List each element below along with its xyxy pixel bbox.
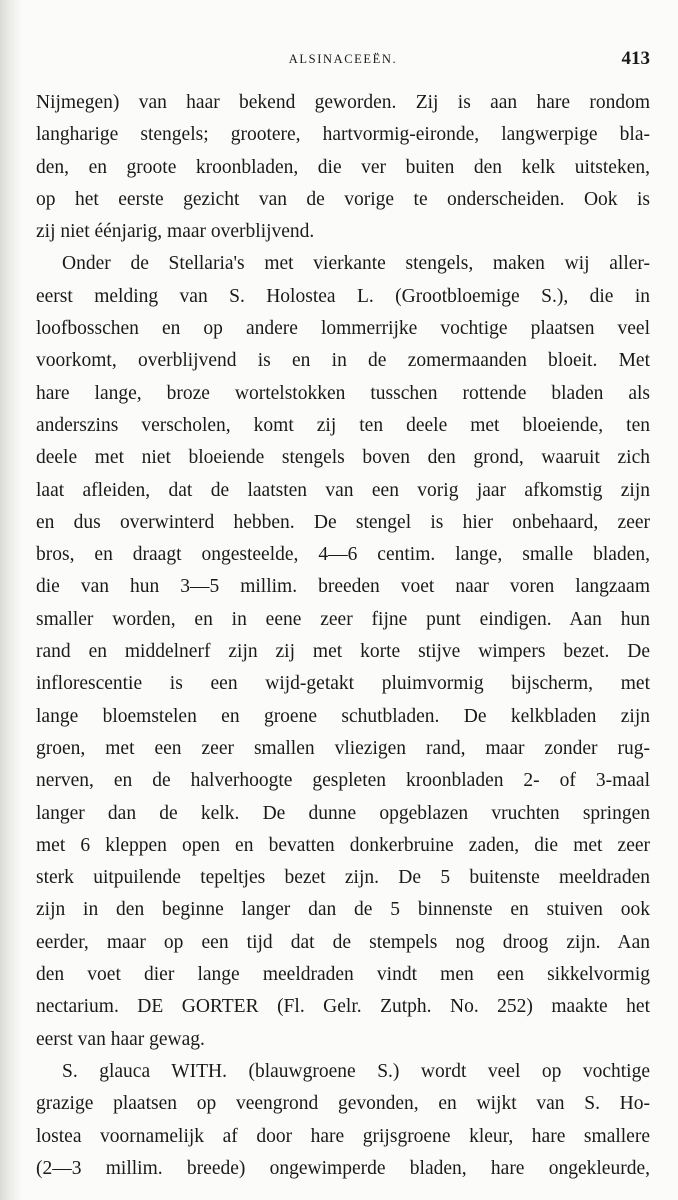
text-line: lostea voornamelijk af door hare grijsgroene kleur, hare smallere — [36, 1125, 650, 1147]
page-header — [36, 48, 650, 76]
text-line: voorkomt, overblijvend is en in de zomermaanden bloeit. Met — [36, 350, 650, 372]
text-line: eerst van haar gewag. — [36, 1028, 205, 1050]
text-line: lange bloemstelen en groene schutbladen. De kelkbladen zijn — [36, 705, 650, 727]
text-line: inflorescentie is een wijd-getakt pluimvormig bijscherm, met — [36, 673, 650, 695]
text-line: langer dan de kelk. De dunne opgeblazen vruchten springen — [36, 802, 650, 824]
text-line: den voet dier lange meeldraden vindt men een sikkelvormig — [36, 964, 650, 986]
text-line: sterk uitpuilende tepeltjes bezet zijn. De 5 buitenste meeldraden — [36, 867, 650, 889]
text-line: anderszins verscholen, komt zij ten deele met bloeiende, ten — [36, 414, 650, 436]
text-line: die van hun 3—5 millim. breeden voet naar voren langzaam — [36, 576, 650, 598]
text-line: nectarium. DE GORTER (Fl. Gelr. Zutph. No. 252) maakte het — [36, 996, 650, 1018]
text-line: en dus overwinterd hebben. De stengel is hier onbehaard, zeer — [36, 511, 650, 533]
text-line: smaller worden, en in eene zeer fijne punt eindigen. Aan hun — [36, 608, 650, 630]
text-line: op het eerste gezicht van de vorige te onderscheiden. Ook is — [36, 188, 650, 210]
text-line: Nijmegen) van haar bekend geworden. Zij is aan hare rondom — [36, 92, 650, 113]
text-line: met 6 kleppen open en bevatten donkerbruine zaden, die met zeer — [36, 834, 650, 856]
page-number: 413 — [621, 48, 650, 69]
text-line: hare lange, broze wortelstokken tusschen rottende bladen als — [36, 382, 650, 404]
text-line: rand en middelnerf zijn zij met korte stijve wimpers bezet. De — [36, 641, 650, 663]
text-line: laat afleiden, dat de laatsten van een vorig jaar afkomstig zijn — [36, 479, 650, 501]
text-line: den, en groote kroonbladen, die ver buiten den kelk uitsteken, — [36, 156, 650, 178]
text-line: grazige plaatsen op veengrond gevonden, en wijkt van S. Ho- — [36, 1093, 650, 1115]
text-line: nerven, en de halverhoogte gespleten kroonbladen 2- of 3-maal — [36, 770, 650, 792]
text-line: (2—3 millim. breede) ongewimperde bladen, hare ongekleurde, — [36, 1157, 650, 1179]
text-line: zij niet éénjarig, maar overblijvend. — [36, 221, 315, 243]
text-line: zijn in den beginne langer dan de 5 binnenste en stuiven ook — [36, 899, 650, 921]
body-text — [36, 87, 650, 1185]
text-line: S. glauca WITH. (blauwgroene S.) wordt veel op vochtige — [62, 1060, 650, 1082]
page-gutter-shadow — [0, 0, 22, 1200]
text-line: langharige stengels; grootere, hartvormig-eironde, langwerpige bla- — [36, 124, 650, 146]
text-line: eerst melding van S. Holostea L. (Grootbloemige S.), die in — [36, 285, 650, 307]
text-line: bros, en draagt ongesteelde, 4—6 centim. lange, smalle bladen, — [36, 544, 650, 566]
text-line: Onder de Stellaria's met vierkante stengels, maken wij aller- — [62, 253, 650, 275]
text-line: deele met niet bloeiende stengels boven den grond, waaruit zich — [36, 447, 650, 469]
text-line: groen, met een zeer smallen vliezigen rand, maar zonder rug- — [36, 737, 650, 759]
text-line: eerder, maar op een tijd dat de stempels nog droog zijn. Aan — [36, 931, 650, 953]
text-line: loofbosschen en op andere lommerrijke vochtige plaatsen veel — [36, 318, 650, 340]
running-head: ALSINACEEËN. — [288, 52, 398, 66]
